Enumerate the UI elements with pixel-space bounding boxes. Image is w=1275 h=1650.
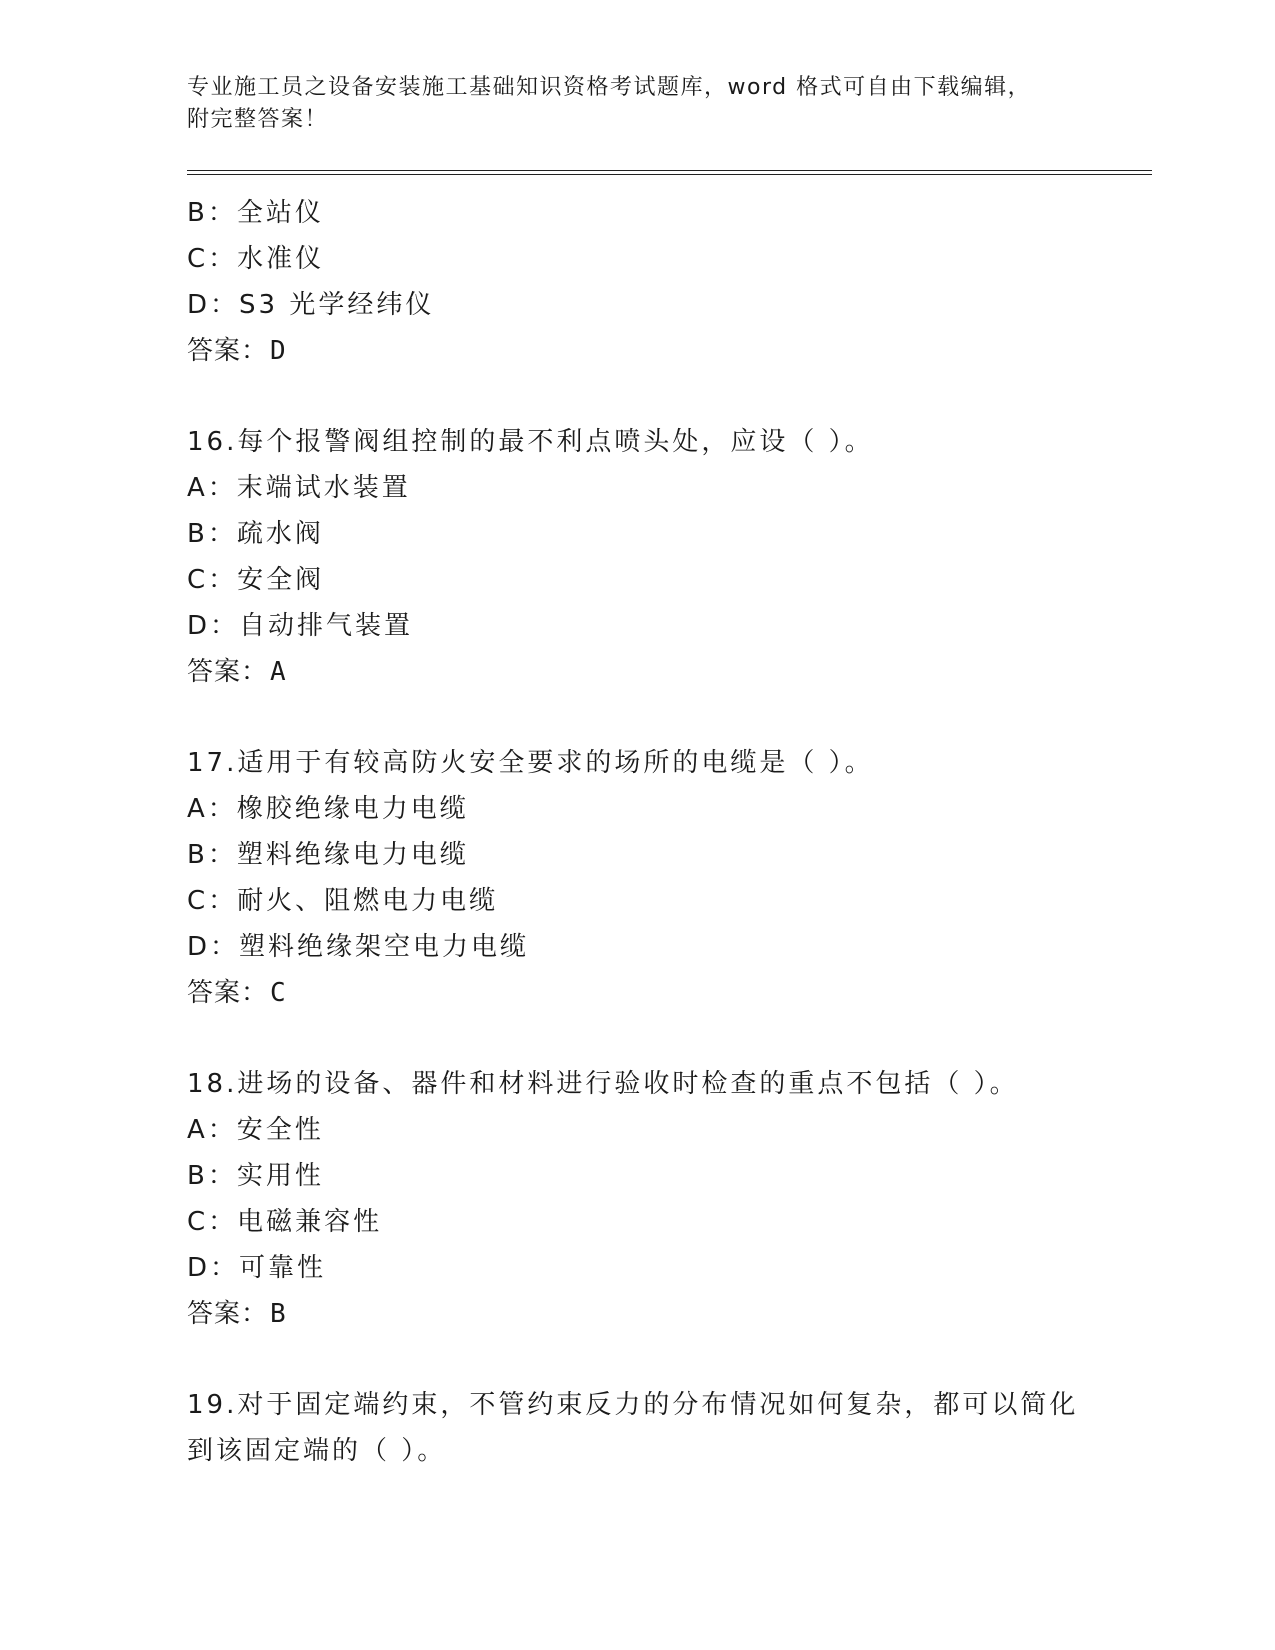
answer-label: 答案： [187, 978, 269, 1008]
option-c: C：电磁兼容性 [187, 1207, 383, 1237]
question-16 [187, 419, 1152, 695]
question-17 [187, 740, 1152, 1016]
option-b: B：塑料绝缘电力电缆 [187, 840, 469, 870]
question-list [187, 190, 1152, 1474]
header-line-2: 附完整答案！ [187, 107, 329, 132]
question-text: 18.进场的设备、器件和材料进行验收时检查的重点不包括（ ）。 [187, 1069, 1019, 1099]
answer-label: 答案： [187, 1299, 269, 1329]
option-b: B：疏水阀 [187, 519, 324, 549]
answer-value: D [270, 336, 287, 366]
header-rule-top [187, 170, 1152, 171]
answer-line [187, 1291, 1152, 1337]
question-text-line-2: 到该固定端的（ ）。 [187, 1436, 447, 1466]
question-19 [187, 1382, 1152, 1474]
answer-label: 答案： [187, 336, 269, 366]
option-c: C：安全阀 [187, 565, 325, 595]
option-a: A：安全性 [187, 1115, 324, 1145]
option-b: B：实用性 [187, 1161, 324, 1191]
answer-line [187, 649, 1152, 695]
answer-line [187, 970, 1152, 1016]
option-b: B：全站仪 [187, 198, 324, 228]
question-18 [187, 1061, 1152, 1337]
question-text-line-1: 19.对于固定端约束，不管约束反力的分布情况如何复杂，都可以简化 [187, 1390, 1079, 1420]
option-d: D：自动排气装置 [187, 611, 414, 641]
header-rule-bottom [187, 174, 1152, 175]
option-a: A：橡胶绝缘电力电缆 [187, 794, 469, 824]
question-text: 17.适用于有较高防火安全要求的场所的电缆是（ ）。 [187, 748, 874, 778]
answer-value: C [270, 978, 287, 1008]
option-c: C：耐火、阻燃电力电缆 [187, 886, 499, 916]
question-text: 16.每个报警阀组控制的最不利点喷头处，应设（ ）。 [187, 427, 874, 457]
document-header [187, 72, 1087, 136]
answer-value: B [270, 1299, 287, 1329]
option-d: D：塑料绝缘架空电力电缆 [187, 932, 530, 962]
answer-value: A [270, 657, 287, 687]
option-d: D：可靠性 [187, 1253, 327, 1283]
option-c: C：水准仪 [187, 244, 325, 274]
answer-label: 答案： [187, 657, 269, 687]
header-line-1: 专业施工员之设备安装施工基础知识资格考试题库，word 格式可自由下载编辑， [187, 75, 1032, 100]
question-15-tail [187, 190, 1152, 374]
option-d: D：S3 光学经纬仪 [187, 290, 435, 320]
option-a: A：末端试水装置 [187, 473, 411, 503]
answer-line [187, 328, 1152, 374]
